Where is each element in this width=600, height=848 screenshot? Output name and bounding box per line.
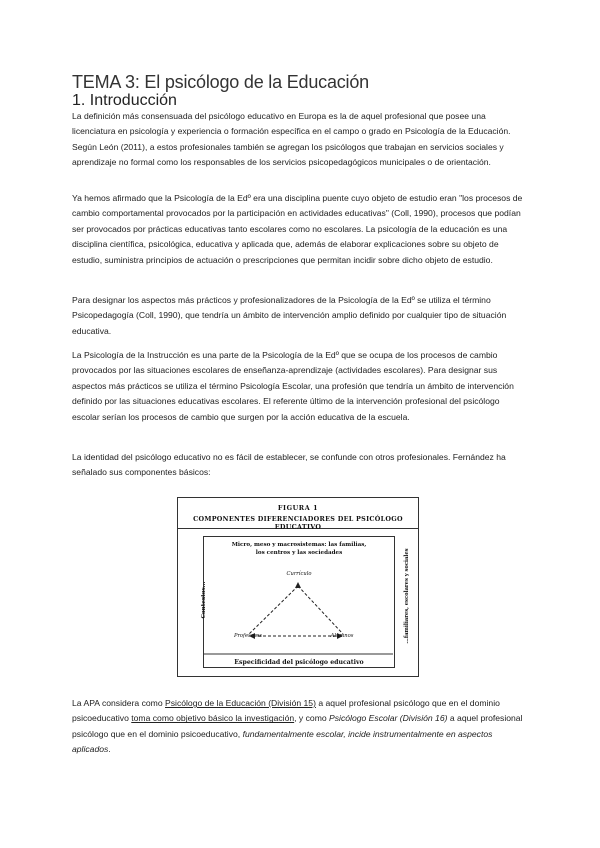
specificity-label: Especificidad del psicólogo educativo — [234, 659, 364, 666]
apa-text-5: . — [108, 744, 111, 755]
figure-components — [177, 497, 419, 677]
contexts-label: Contextos... — [201, 581, 207, 619]
paragraph-apa — [72, 696, 528, 758]
node-alumnos: Alumnos — [330, 633, 354, 639]
em-division-16: Psicólogo Escolar (División 16) — [329, 713, 448, 724]
systems-line-2: los centros y las sociedades — [255, 550, 343, 556]
link-investigacion[interactable]: toma como objetivo básico la investigación — [131, 713, 295, 724]
figure-header — [178, 498, 418, 529]
paragraph-instruction: La Psicología de la Instrucción es una parte de la Psicología de la Edº que se ocupa de los procesos de cambio provocados por las situaciones escolares de enseñanza-aprendizaje (actividades escolares). Para designar sus aspectos más prácticos se utiliza el término Psicología Escolar, una profesión que tendría un ámbito de intervención definido por las situaciones educativas escolares. El referente último de la intervención profesional del psicólogo escolar serían los procesos de cambio que surgen por la acción educativa de la escuela. — [72, 350, 514, 422]
node-profesores: Profesores — [233, 633, 263, 639]
em-escolar: fundamentalmente escolar, incide instrumentalmente en aspectos aplicados — [72, 728, 493, 755]
figure-caption: COMPONENTES DIFERENCIADORES DEL PSICÓLOGO EDUCATIVO — [193, 515, 403, 531]
document-title: TEMA 3: El psicólogo de la Educación — [72, 72, 369, 92]
apa-text-3: , y como — [294, 713, 330, 724]
node-curriculo: Currículo — [286, 571, 312, 577]
section-heading: 1. Introducción — [72, 92, 177, 109]
apa-text-1: La APA considera como — [72, 698, 165, 708]
paragraph-identity: La identidad del psicólogo educativo no es fácil de establecer, se confunde con otros profesionales. Fernández ha señalado sus componentes básicos: — [72, 452, 506, 478]
paragraph-definition: La definición más consensuada del psicólogo educativo en Europa es la de aquel profesional que posee una licenciatura en psicología y experiencia o formación específica en el campo o grado en Psicología de la Educación. Según León (2011), a estos profesionales también se agregan los psicólogos que trabajan en servicios sociales y aprendizaje no formal como los responsables de los servicios psicopedagógicos municipales o de orientación. — [72, 111, 511, 168]
link-division-15[interactable]: Psicólogo de la Educación (División 15) — [165, 698, 316, 708]
contexts-types-label: ...familiares, escolares y sociales — [404, 548, 410, 644]
figure-frame — [201, 536, 410, 668]
apa-text-2: a aquel profesional psicólogo que en el dominio psicoeducativo — [72, 698, 500, 724]
figure-systems-label — [204, 541, 394, 557]
systems-line-1: Micro, meso y macrosistemas: las familias, — [231, 542, 367, 548]
apa-text-4: a aquel profesional psicólogo que en el dominio psicoeducativo, — [72, 713, 523, 739]
paragraph-psicopedagogia: Para designar los aspectos más prácticos y profesionalizadores de la Psicología de la Edº se utiliza el término Psicopedagogía (Coll, 1990), que tendría un ámbito de intervención amplio definido por cualquier tipo de situación educativa. — [72, 295, 507, 336]
figure-number: FIGURA 1 — [277, 504, 319, 512]
paragraph-bridge-discipline: Ya hemos afirmado que la Psicología de la Edº era una disciplina puente cuyo objeto de estudio eran "los procesos de cambio comportamental provocados por la participación en actividades educativas" (Coll, 1990), procesos que podían ser provocados por prácticas educativas tanto escolares como no escolares. La psicología de la educación es una disciplina científica, psicológica, educativa y aplicada que, además de elaborar explicaciones sobre su objeto de estudio, suministra principios de actuación o prescripciones que permitan incidir sobre dicho objeto de estudio. — [72, 193, 523, 265]
